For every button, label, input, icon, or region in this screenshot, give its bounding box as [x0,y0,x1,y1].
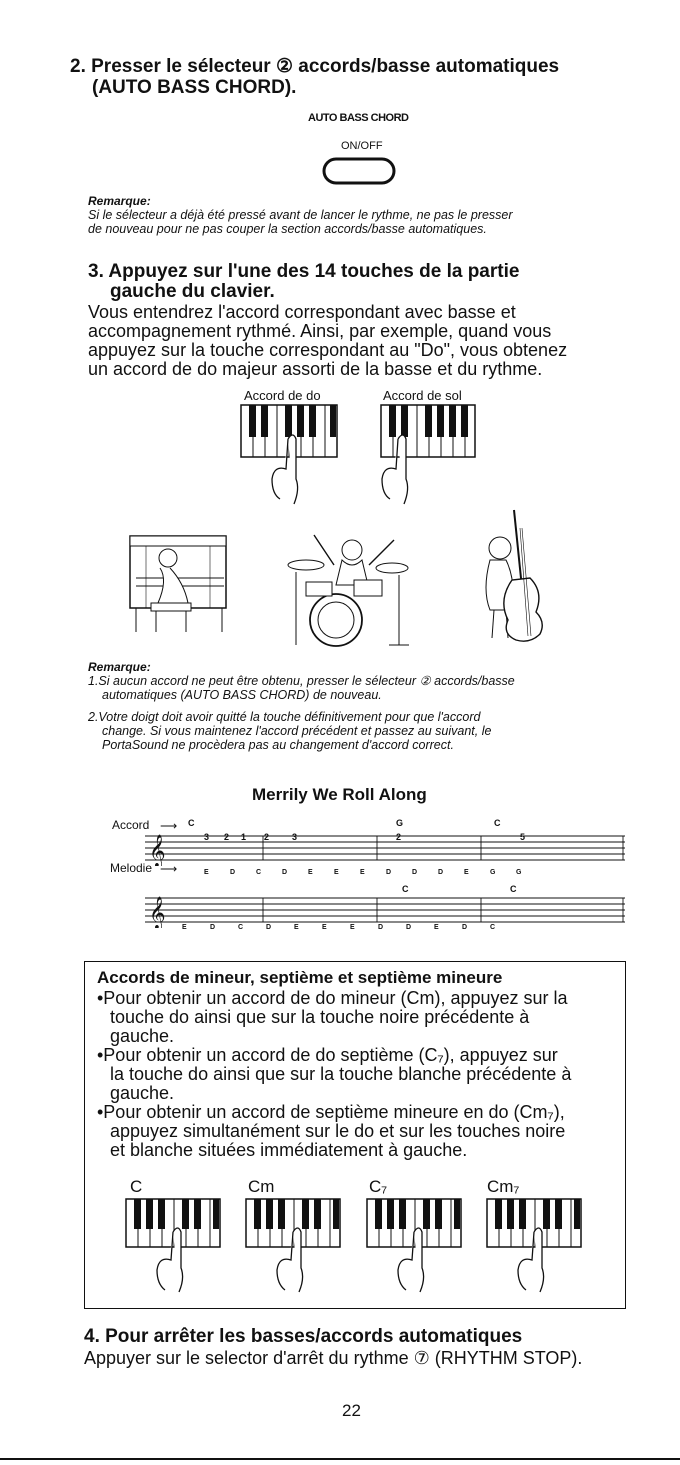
staff-1 [145,830,625,866]
score-title: Merrily We Roll Along [252,785,427,804]
bullet1-line3: gauche. [110,1026,175,1046]
chord-label-c: C [130,1177,143,1196]
note-name: E [360,869,365,876]
bullet1-line1: •Pour obtenir un accord de do mineur (Cm), appuyez sur la [97,988,568,1008]
step4-title: 4. Pour arrêter les basses/accords automatiques [84,1326,523,1347]
note-name: E [204,869,209,876]
bullet2-line3: gauche. [110,1083,175,1103]
fingering-number: 3 [204,832,210,842]
step4-body: Appuyer sur le selector d'arrêt du rythme ⑦ (RHYTHM STOP). [84,1348,583,1368]
melodie-label: Melodie [110,861,153,875]
note-name: E [294,924,299,931]
keyboard-c-icon [125,1198,225,1294]
note-name: C [238,924,244,931]
fingering-number: 1 [241,832,247,842]
step3-body-line3: appuyez sur la touche correspondant au "Do", vous obtenez [88,340,568,360]
note-name: D [438,869,444,876]
auto-bass-chord-label: AUTO BASS CHORD [308,112,409,124]
on-off-label: ON/OFF [341,140,383,152]
note-name: D [210,924,216,931]
melodie-arrow-icon: ⟶ [160,862,178,876]
note-name: D [412,869,418,876]
keyboard-c7-icon [366,1198,466,1294]
note-name: D [230,869,236,876]
note-name: G [490,869,496,876]
keyboard-do-icon [240,404,340,514]
chord-symbol: C [402,884,409,894]
note-name: D [386,869,392,876]
step3-body-line2: accompagnement rythmé. Ainsi, par exemple, quand vous [88,321,552,341]
step2-title-line1: 2. Presser le sélecteur ② accords/basse automatiques [70,56,560,77]
note-name: C [256,869,262,876]
chord-symbol: C [510,884,517,894]
step3-remark2-line3: PortaSound ne procèdera pas au changement d'accord correct. [102,738,454,752]
note-name: E [464,869,469,876]
bullet2-line1: •Pour obtenir un accord de do septième (C₇), appuyez sur [97,1045,558,1065]
step3-remark1-line2: automatiques (AUTO BASS CHORD) de nouveau. [102,688,382,702]
note-name: D [406,924,412,931]
chord-label-c7: C₇ [369,1177,388,1196]
chord-symbol: G [396,818,404,828]
note-name: G [516,869,522,876]
note-name: D [282,869,288,876]
fingering-number: 2 [224,832,230,842]
fingering-number: 3 [292,832,298,842]
bullet3-line2: appuyez simultanément sur le do et sur les touches noire [110,1121,566,1141]
step3-body-line1: Vous entendrez l'accord correspondant avec basse et [88,302,516,322]
chord-symbol: C [188,818,195,828]
staff-2 [145,892,625,928]
chord-symbol: C [494,818,501,828]
bullet1-line2: touche do ainsi que sur la touche noire précédente à [110,1007,530,1027]
bullet3-line3: et blanche situées immédiatement à gauche. [110,1140,468,1160]
note-name: C [490,924,496,931]
page-number: 22 [342,1401,361,1420]
note-name: D [462,924,468,931]
chord-label-cm7: Cm₇ [487,1177,520,1196]
note-name: D [378,924,384,931]
step3-remark-title: Remarque: [88,660,151,674]
note-name: E [334,869,339,876]
bassist-illustration-icon [470,508,560,643]
note-name: E [434,924,439,931]
pianist-illustration-icon [126,528,236,638]
step2-title-line2: (AUTO BASS CHORD). [92,77,297,98]
step2-remark-line2: de nouveau pour ne pas couper la section accords/basse automatiques. [88,222,487,236]
bullet3-line1: •Pour obtenir un accord de septième mineure en do (Cm₇), [97,1102,565,1122]
accord-de-sol-label: Accord de sol [383,388,462,403]
note-name: D [266,924,272,931]
on-off-button-icon [322,156,396,186]
fingering-number: 5 [520,832,526,842]
step3-remark2-line1: 2.Votre doigt doit avoir quitté la touche définitivement pour que l'accord [88,710,481,724]
chords-box-title: Accords de mineur, septième et septième mineure [97,968,503,987]
svg-text:𝄞: 𝄞 [149,834,166,866]
step3-title-line1: 3. Appuyez sur l'une des 14 touches de la partie [88,261,520,282]
svg-text:𝄞: 𝄞 [149,896,166,928]
accord-arrow-icon: ⟶ [160,819,178,833]
step2-remark-line1: Si le sélecteur a déjà été pressé avant de lancer le rythme, ne pas le presser [88,208,513,222]
note-name: E [322,924,327,931]
fingering-number: 2 [264,832,270,842]
keyboard-cm-icon [245,1198,345,1294]
bullet2-line2: la touche do ainsi que sur la touche blanche précédente à [110,1064,572,1084]
accord-de-do-label: Accord de do [244,388,321,403]
note-name: E [350,924,355,931]
bottom-rule [0,1458,680,1460]
chord-label-cm: Cm [248,1177,275,1196]
drummer-illustration-icon [284,520,414,650]
step2-remark-title: Remarque: [88,194,151,208]
note-name: E [182,924,187,931]
step3-title-line2: gauche du clavier. [110,281,275,302]
accord-label: Accord [112,818,150,832]
step3-remark2-line2: change. Si vous maintenez l'accord précédent et passez au suivant, le [102,724,492,738]
note-name: E [308,869,313,876]
fingering-number: 2 [396,832,402,842]
keyboard-cm7-icon [486,1198,586,1294]
keyboard-sol-icon [380,404,480,514]
step3-remark1-line1: 1.Si aucun accord ne peut être obtenu, presser le sélecteur ② accords/basse [88,674,515,688]
step3-body-line4: un accord de do majeur assorti de la basse et du rythme. [88,359,543,379]
